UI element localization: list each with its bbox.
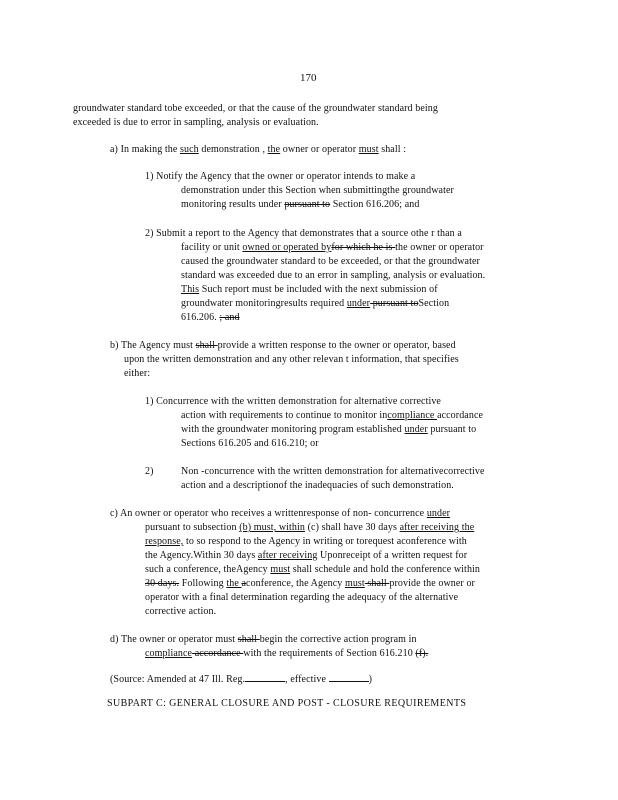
para-a2-line-1: 2) Submit a report to the Agency that demonstrates that a source othe r than a: [145, 228, 462, 239]
para-c-line-4: [145, 550, 467, 562]
text: owner or operator: [280, 144, 359, 155]
deleted-text: for which he is: [331, 242, 396, 253]
text: provide a written response to the owner or operator, based: [217, 340, 456, 351]
para-a2-line-2: [181, 242, 484, 254]
text: the owner or operator: [395, 242, 484, 253]
text: a) In making the: [110, 144, 181, 155]
para-c-line-5: [145, 564, 480, 576]
text: with the groundwater monitoring program established: [181, 424, 405, 435]
para-b1-line-4: Sections 616.205 and 616.210; or: [181, 438, 319, 449]
source-note: [110, 674, 372, 686]
text: demonstration ,: [198, 144, 268, 155]
text: action with requirements to continue to monitor in: [181, 410, 388, 421]
text: pursuant to: [427, 424, 477, 435]
para-b1-line-3: [181, 424, 476, 436]
text: the Agency.Within 30 days: [145, 550, 258, 561]
deleted-text: (f).: [415, 648, 429, 659]
text: d) The owner or operator must: [110, 634, 238, 645]
text: (Source: Amended at 47 Ill. Reg.: [110, 674, 246, 685]
para-c-line-7: operator with a final determination regarding the adequacy of the alternative: [145, 592, 459, 603]
text: c) An owner or operator who receives a writtenresponse of non- concurrence: [110, 508, 427, 519]
inserted-text: must: [358, 144, 379, 155]
page-number: 170: [300, 72, 317, 84]
para-c-line-8: corrective action.: [145, 606, 217, 617]
deleted-text: shall: [195, 340, 218, 351]
inserted-text: must: [270, 564, 291, 575]
inserted-text: compliance: [387, 410, 438, 421]
text: shall :: [378, 144, 407, 155]
text: groundwater monitoringresults required: [181, 298, 347, 309]
inserted-text: (b) must, within: [239, 522, 305, 533]
para-a2-line-5: [181, 284, 438, 296]
para-a1-line-1: 1) Notify the Agency that the owner or operator intends to make a: [145, 171, 416, 182]
para-b1-line-1: 1) Concurrence with the written demonstration for alternative corrective: [145, 396, 441, 407]
text: monitoring results under: [181, 199, 285, 210]
inserted-text: after receiving: [257, 550, 318, 561]
text: 616.206.: [181, 312, 220, 323]
para-d-line-1: [110, 634, 417, 646]
deleted-text: pursuant to: [370, 298, 419, 309]
text: facility or unit: [181, 242, 243, 253]
para-b-line-3: either:: [124, 368, 151, 379]
inserted-text: must: [344, 578, 365, 589]
blank-line: [245, 681, 285, 682]
deleted-text: pursuant to: [284, 199, 331, 210]
intro-line-1: groundwater standard tobe exceeded, or that the cause of the groundwater standard being: [73, 103, 438, 114]
text: to so respond to the Agency in writing or torequest aconference with: [183, 536, 467, 547]
deleted-text: shall: [364, 578, 390, 589]
text: pursuant to subsection: [145, 522, 240, 533]
inserted-text: the: [267, 144, 281, 155]
inserted-text: under: [426, 508, 451, 519]
inserted-text: This: [181, 284, 200, 295]
text: Uponreceipt of a written request for: [317, 550, 468, 561]
text: with the requirements of Section 616.210: [243, 648, 416, 659]
para-c-line-3: [145, 536, 467, 548]
para-a-line-1: [110, 144, 406, 156]
para-a1-line-3: [181, 199, 419, 211]
para-b1-line-2: [181, 410, 483, 422]
inserted-text: owned or operated by: [242, 242, 332, 253]
text: conference,: [246, 578, 294, 589]
inserted-text: such: [180, 144, 199, 155]
text: Section: [418, 298, 450, 309]
text: begin the corrective action program in: [259, 634, 417, 645]
para-a1-line-2: demonstration under this Section when submittingthe groundwater: [181, 185, 454, 196]
inserted-text: the: [226, 578, 242, 589]
text: shall schedule and hold the conference within: [290, 564, 481, 575]
text: Section 616.206; and: [330, 199, 420, 210]
text: , effective: [285, 674, 327, 685]
deleted-text: a: [241, 578, 247, 589]
deleted-text: 30 days.: [145, 578, 180, 589]
para-b2-line-1: Non -concurrence with the written demonstration for alternativecorrective: [181, 466, 485, 477]
deleted-text: accordance: [192, 648, 244, 659]
text: ): [368, 674, 373, 685]
para-d-line-2: [145, 648, 428, 660]
para-b-line-1: [110, 340, 456, 352]
text: Such report must be included with the next submission of: [199, 284, 438, 295]
intro-line-2: exceeded is due to error in sampling, analysis or evaluation.: [73, 117, 319, 128]
text: such a conference, theAgency: [145, 564, 271, 575]
para-c-line-2: [145, 522, 474, 534]
subpart-heading: SUBPART C: GENERAL CLOSURE AND POST - CLOSURE REQUIREMENTS: [107, 698, 467, 709]
text: Following: [179, 578, 227, 589]
inserted-text: after receiving the: [399, 522, 475, 533]
inserted-text: under: [404, 424, 428, 435]
text: accordance: [437, 410, 484, 421]
para-a2-line-6: [181, 298, 449, 310]
text: (c) shall have 30 days: [305, 522, 400, 533]
text: provide the owner or: [389, 578, 475, 589]
para-a2-line-4: standard was exceeded due to an error in sampling, analysis or evaluation.: [181, 270, 486, 281]
para-b2-number: 2): [145, 466, 154, 477]
para-b-line-2: upon the written demonstration and any other relevan t information, that specifies: [124, 354, 459, 365]
para-c-line-6: [145, 578, 475, 590]
inserted-text: under: [346, 298, 371, 309]
deleted-text: ; and: [219, 312, 240, 323]
inserted-text: compliance: [145, 648, 193, 659]
para-a2-line-7: [181, 312, 240, 324]
para-c-line-1: [110, 508, 450, 520]
para-b2-line-2: action and a descriptionof the inadequacies of such demonstration.: [181, 480, 454, 491]
text: b) The Agency must: [110, 340, 196, 351]
blank-line: [329, 681, 369, 682]
deleted-text: shall: [237, 634, 260, 645]
inserted-text: response,: [145, 536, 184, 547]
text: the Agency: [293, 578, 345, 589]
para-a2-line-3: caused the groundwater standard to be exceeded, or that the groundwater: [181, 256, 480, 267]
